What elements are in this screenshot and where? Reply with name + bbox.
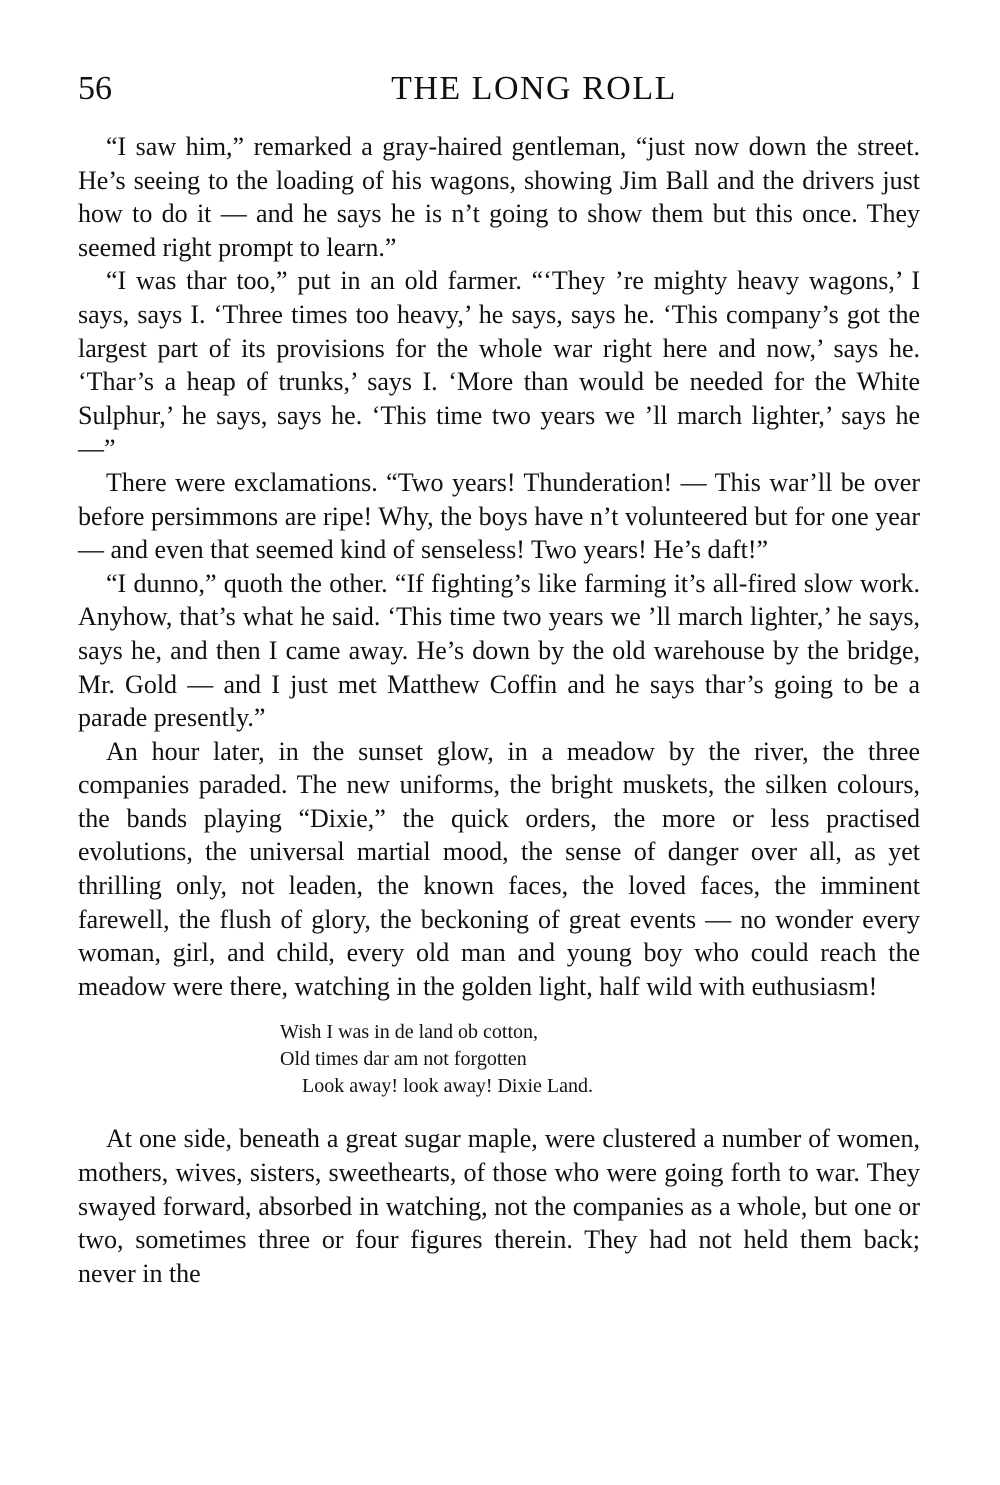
paragraph: “I was thar too,” put in an old farmer. “‘They ’re mighty heavy wagons,’ I says, says I. ‘Three times too heavy,’ he says, says he. ‘This company’s got the largest part of its provisions for the whole war right here and now,’ says he. ‘Thar’s a heap of trunks,’ says I. ‘More than would be needed for the White Sulphur,’ he says, says he. ‘This time two years we ’ll march lighter,’ says he —”	[78, 266, 920, 464]
verse-line: Old times dar am not forgotten	[280, 1048, 527, 1071]
body-text	[78, 130, 920, 1290]
song-verse	[78, 1019, 920, 1100]
paragraph: “I dunno,” quoth the other. “If fighting’s like farming it’s all-fired slow work. Anyhow, that’s what he said. ‘This time two years we ’ll march lighter,’ he says, says he, and then I came away. He’s down by the old warehouse by the bridge, Mr. Gold — and I just met Matthew Coffin and he says thar’s going to be a parade presently.”	[78, 568, 920, 733]
verse-line: Look away! look away! Dixie Land.	[302, 1075, 594, 1098]
paragraph: There were exclamations. “Two years! Thunderation! — This war’ll be over before persimmons are ripe! Why, the boys have n’t volunteered but for one year — and even that seemed kind of senseless! Two years! He’s daft!”	[78, 467, 920, 565]
page-header	[78, 64, 920, 114]
running-title: THE LONG ROLL	[391, 70, 677, 107]
paragraph: At one side, beneath a great sugar maple, were clustered a number of women, mothers, wives, sisters, sweethearts, of those who were going forth to war. They swayed forward, absorbed in watching, not the companies as a whole, but one or two, sometimes three or four figures therein. They had not held them back; never in the	[78, 1124, 920, 1288]
page-number: 56	[78, 70, 112, 107]
verse-line: Wish I was in de land ob cotton,	[280, 1021, 539, 1044]
paragraph: “I saw him,” remarked a gray-haired gentleman, “just now down the street. He’s seeing to the loading of his wagons, showing Jim Ball and the drivers just how to do it — and he says he is n’t going to show them but this once. They seemed right prompt to learn.”	[78, 132, 920, 262]
paragraph: An hour later, in the sunset glow, in a meadow by the river, the three companies paraded. The new uniforms, the bright muskets, the silken colours, the bands playing “Dixie,” the quick orders, the more or less practised evolutions, the universal martial mood, the sense of danger over all, as yet thrilling only, not leaden, the known faces, the loved faces, the imminent farewell, the flush of glory, the beckoning of great events — no wonder every woman, girl, and child, every old man and young boy who could reach the meadow were there, watching in the golden light, half wild with euthusiasm!	[78, 736, 920, 1001]
